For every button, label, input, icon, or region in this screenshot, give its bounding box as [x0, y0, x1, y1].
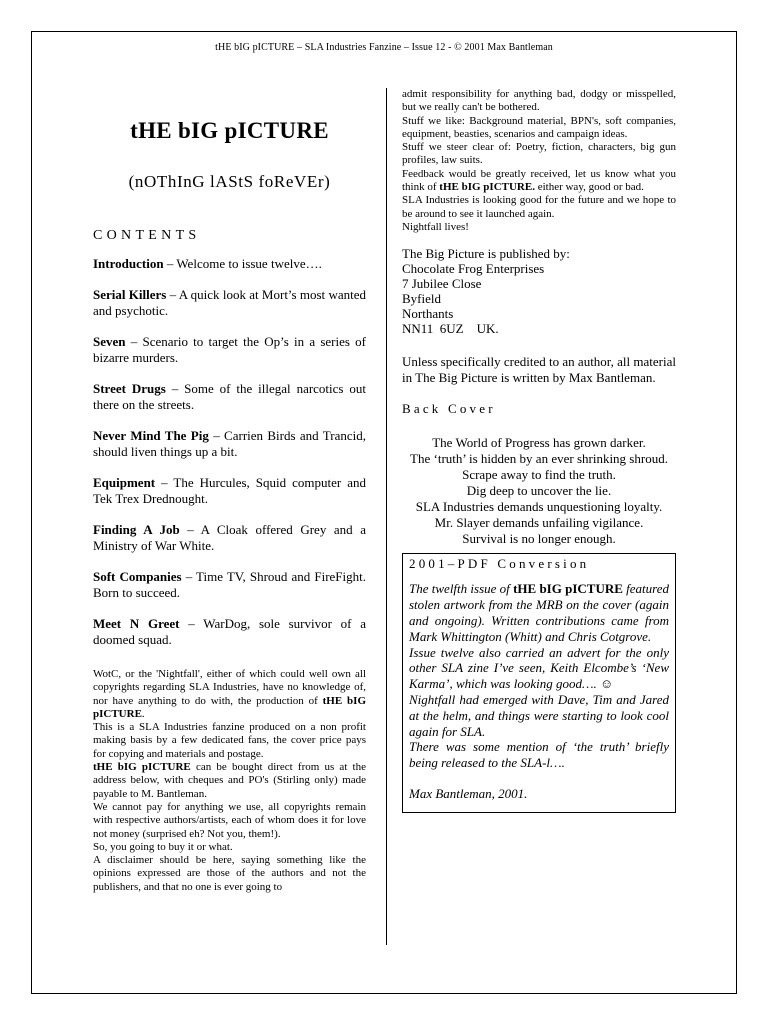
legal-paragraph — [93, 761, 366, 801]
legal-text: can be bought direct from us at the address below, with cheques and PO's (Stirling only) made payable to M. Bantleman. — [93, 761, 366, 800]
legal-title-bold: tHE bIG pICTURE — [93, 761, 191, 774]
poem-line: SLA Industries demands unquestioning loyalty. — [415, 498, 663, 514]
poem-line: The World of Progress has grown darker. — [432, 435, 646, 451]
pdf-conversion-box — [402, 553, 676, 812]
contents-entry-title: Meet N Greet — [93, 616, 180, 631]
contents-entry — [93, 569, 366, 601]
contents-entry — [93, 287, 366, 319]
note-paragraph — [402, 168, 676, 195]
poem-line: Mr. Slayer demands unfailing vigilance. — [434, 514, 644, 530]
contents-list — [93, 256, 366, 648]
contents-entry — [93, 256, 366, 272]
contents-entry-desc: – WarDog, sole survivor of a doomed squad. — [93, 616, 367, 647]
column-divider — [386, 88, 387, 945]
address-line: Chocolate Frog Enterprises — [402, 261, 545, 277]
left-column — [93, 112, 366, 894]
poem-line: The ‘truth’ is hidden by an ever shrinking shroud. — [410, 450, 668, 466]
contents-heading: CONTENTS — [93, 228, 201, 243]
contents-entry — [93, 616, 366, 648]
contents-entry — [93, 428, 366, 460]
poem-line: Survival is no longer enough. — [462, 530, 616, 546]
pdf-paragraph: Nightfall had emerged with Dave, Tim and Jared at the helm, and things were starting to look cool again for SLA. — [409, 692, 669, 739]
contents-entry-title: Seven — [93, 334, 126, 349]
contents-entry-title: Introduction — [93, 256, 164, 271]
publisher-address — [402, 246, 676, 336]
right-column — [402, 88, 676, 813]
legal-paragraph: We cannot pay for anything we use, all copyrights remain with respective authors/artists, each of whom does it for love not money (surprised eh? Not you, them!). — [93, 800, 366, 840]
contents-entry-title: Finding A Job — [93, 522, 180, 537]
pdf-title-bold: tHE bIG pICTURE — [513, 581, 623, 597]
note-paragraph: SLA Industries is looking good for the future and we hope to be around to see it launched again. — [402, 194, 676, 220]
contents-entry-title: Equipment — [93, 475, 156, 490]
poem-line: Scrape away to find the truth. — [462, 466, 616, 482]
legal-paragraph: This is a SLA Industries fanzine produced on a non profit making basis by a few dedicated fans, the cover price pays for copying and materials and postage. — [93, 721, 366, 760]
pdf-signature: Max Bantleman, 2001. — [409, 785, 528, 801]
back-cover-text — [402, 435, 676, 546]
running-head: tHE bIG pICTURE – SLA Industries Fanzine – Issue 12 - © 2001 Max Bantleman — [215, 42, 553, 53]
contents-entry-desc: – Carrien Birds and Trancid, should liven things up a bit. — [93, 428, 367, 459]
note-paragraph: admit responsibility for anything bad, dodgy or misspelled, but we really can't be bothered. — [402, 88, 676, 114]
address-line: 7 Jubilee Close — [402, 276, 482, 292]
pdf-text: The twelfth issue of — [409, 581, 514, 597]
legal-text: . — [141, 707, 145, 720]
contents-entry — [93, 381, 366, 413]
address-line: Byfield — [402, 291, 441, 307]
contents-entry-desc: – A Cloak offered Grey and a Ministry of War White. — [93, 522, 367, 553]
note-paragraph: Nightfall lives! — [402, 220, 469, 233]
contents-entry-desc: – Some of the illegal narcotics out there on the streets. — [93, 381, 367, 412]
pdf-text: featured stolen artwork from the MRB on the cover (again and ongoing). Written contributions came from Mark Whittington (Whitt) and Chris Cotgrove. — [409, 581, 670, 644]
pdf-paragraph: Issue twelve also carried an advert for the only other SLA zine I’ve seen, Keith Elcombe’s ‘New Karma’, which was looking good…. ☺ — [409, 644, 669, 692]
pdf-conversion-heading: 2001–PDF Conversion — [409, 556, 590, 572]
publisher-intro: The Big Picture is published by: — [402, 246, 570, 262]
note-paragraph: Stuff we steer clear of: Poetry, fiction, characters, big gun profiles, law suits. — [402, 141, 676, 167]
address-line: NN11 6UZ UK. — [402, 321, 499, 337]
legal-notice — [93, 668, 366, 894]
back-cover-heading: Back Cover — [402, 401, 496, 417]
contents-entry-desc: – Time TV, Shroud and FireFight. Born to succeed. — [93, 569, 366, 600]
contents-entry-desc: – A quick look at Mort’s most wanted and psychotic. — [93, 287, 367, 318]
zine-title: tHE bIG pICTURE — [130, 118, 329, 143]
legal-title-bold: tHE bIG pICTURE — [93, 694, 366, 720]
editorial-notes — [402, 88, 676, 234]
contents-entry-desc: – Scenario to target the Op’s in a series of bizarre murders. — [93, 334, 367, 365]
pdf-paragraph: There was some mention of ‘the truth’ briefly being released to the SLA-l…. — [409, 739, 669, 771]
contents-entry — [93, 475, 366, 507]
legal-text: WotC, or the 'Nightfall', either of which could well own all copyrights regarding SLA Industries, have no knowledge of, nor have anything to do with, the production of — [93, 668, 366, 707]
pdf-paragraph — [409, 581, 669, 644]
contents-entry-title: Street Drugs — [93, 381, 166, 396]
note-text: Feedback would be greatly received, let us know what you think of — [402, 167, 676, 194]
address-line: Northants — [402, 306, 454, 322]
contents-entry — [93, 522, 366, 554]
pdf-conversion-body — [409, 581, 669, 801]
note-title-bold: tHE bIG pICTURE. — [439, 181, 535, 194]
contents-entry-desc: – Welcome to issue twelve…. — [166, 256, 322, 271]
poem-line: Dig deep to uncover the lie. — [466, 482, 612, 498]
zine-subtitle: (nOThInG lAStS foReVEr) — [128, 172, 331, 191]
credit-notice: Unless specifically credited to an author, all material in The Big Picture is written by Max Bantleman. — [402, 354, 676, 385]
contents-entry-desc: – The Hurcules, Squid computer and Tek Trex Drednought. — [93, 475, 366, 506]
note-text: either way, good or bad. — [534, 181, 644, 194]
legal-paragraph — [93, 668, 366, 721]
contents-entry-title: Soft Companies — [93, 569, 182, 584]
contents-entry — [93, 334, 366, 366]
contents-entry-title: Serial Killers — [93, 287, 167, 302]
legal-paragraph: So, you going to buy it or what. — [93, 840, 233, 853]
note-paragraph: Stuff we like: Background material, BPN's, soft companies, equipment, beasties, scenarios and campaign ideas. — [402, 114, 676, 140]
legal-paragraph: A disclaimer should be here, saying something like the opinions expressed are those of the authors and not the publishers, and that no one is ever going to — [93, 854, 366, 893]
contents-entry-title: Never Mind The Pig — [93, 428, 209, 443]
